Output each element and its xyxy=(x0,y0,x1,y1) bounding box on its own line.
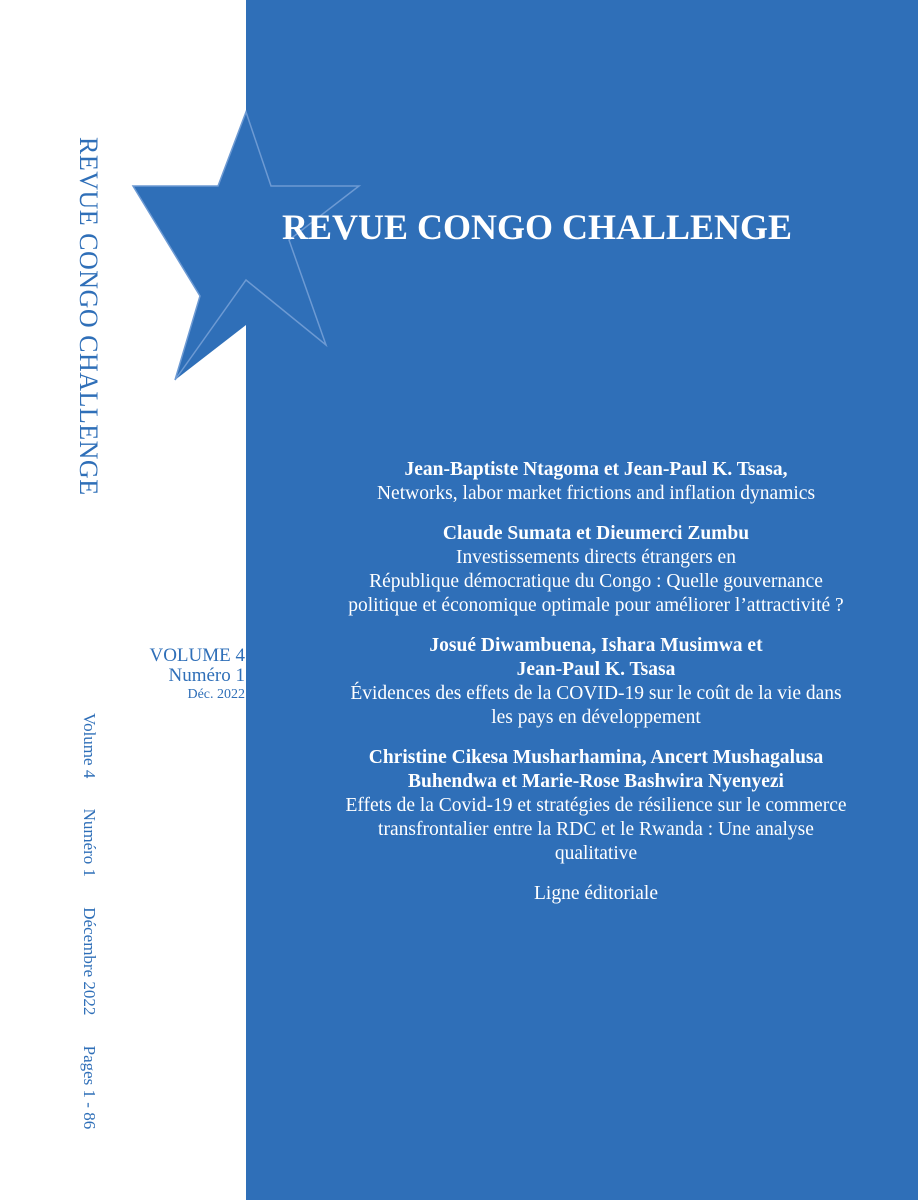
article-authors-line: Buhendwa et Marie-Rose Bashwira Nyenyezi xyxy=(408,771,784,792)
spine-date: Décembre 2022 xyxy=(80,907,99,1016)
issue-date: Déc. 2022 xyxy=(187,686,245,702)
article-authors-line: Josué Diwambuena, Ishara Musimwa et xyxy=(429,635,763,656)
article-entry-4 xyxy=(280,746,912,866)
ligne-editoriale: Ligne éditoriale xyxy=(534,883,658,904)
article-title-line: Évidences des effets de la COVID-19 sur le coût de la vie dans xyxy=(350,683,842,704)
article-title-line: politique et économique optimale pour améliorer l’attractivité ? xyxy=(348,595,844,616)
star-solid-part xyxy=(133,112,246,380)
table-of-contents xyxy=(280,458,912,906)
article-authors: Jean-Baptiste Ntagoma et Jean-Paul K. Tsasa, xyxy=(404,459,788,480)
journal-title: REVUE CONGO CHALLENGE xyxy=(282,207,793,247)
article-entry-1 xyxy=(280,458,912,506)
article-entry-2 xyxy=(280,522,912,618)
article-entry-3 xyxy=(280,634,912,730)
spine-numero: Numéro 1 xyxy=(80,808,99,878)
article-title-line: qualitative xyxy=(554,843,638,864)
article-authors-line: Christine Cikesa Musharhamina, Ancert Mushagalusa xyxy=(368,747,824,768)
spine-volume: Volume 4 xyxy=(80,713,99,779)
spine-title: REVUE CONGO CHALLENGE xyxy=(74,137,103,496)
article-authors: Claude Sumata et Dieumerci Zumbu xyxy=(442,523,750,544)
spine-info xyxy=(79,713,99,1155)
article-authors-line: Jean-Paul K. Tsasa xyxy=(516,659,676,680)
issue-block xyxy=(149,646,245,703)
article-title-line: Investissements directs étrangers en xyxy=(456,547,736,568)
article-title-line: Effets de la Covid-19 et stratégies de résilience sur le commerce xyxy=(345,795,847,816)
article-title-line: les pays en développement xyxy=(491,707,701,728)
spine-pages: Pages 1 - 86 xyxy=(80,1045,99,1130)
article-title-line: République démocratique du Congo : Quelle gouvernance xyxy=(369,571,823,592)
article-title-line: transfrontalier entre la RDC et le Rwanda : Une analyse xyxy=(378,819,814,840)
issue-numero: Numéro 1 xyxy=(168,664,245,686)
issue-volume: VOLUME 4 xyxy=(149,645,245,666)
article-title: Networks, labor market frictions and inflation dynamics xyxy=(376,483,816,504)
